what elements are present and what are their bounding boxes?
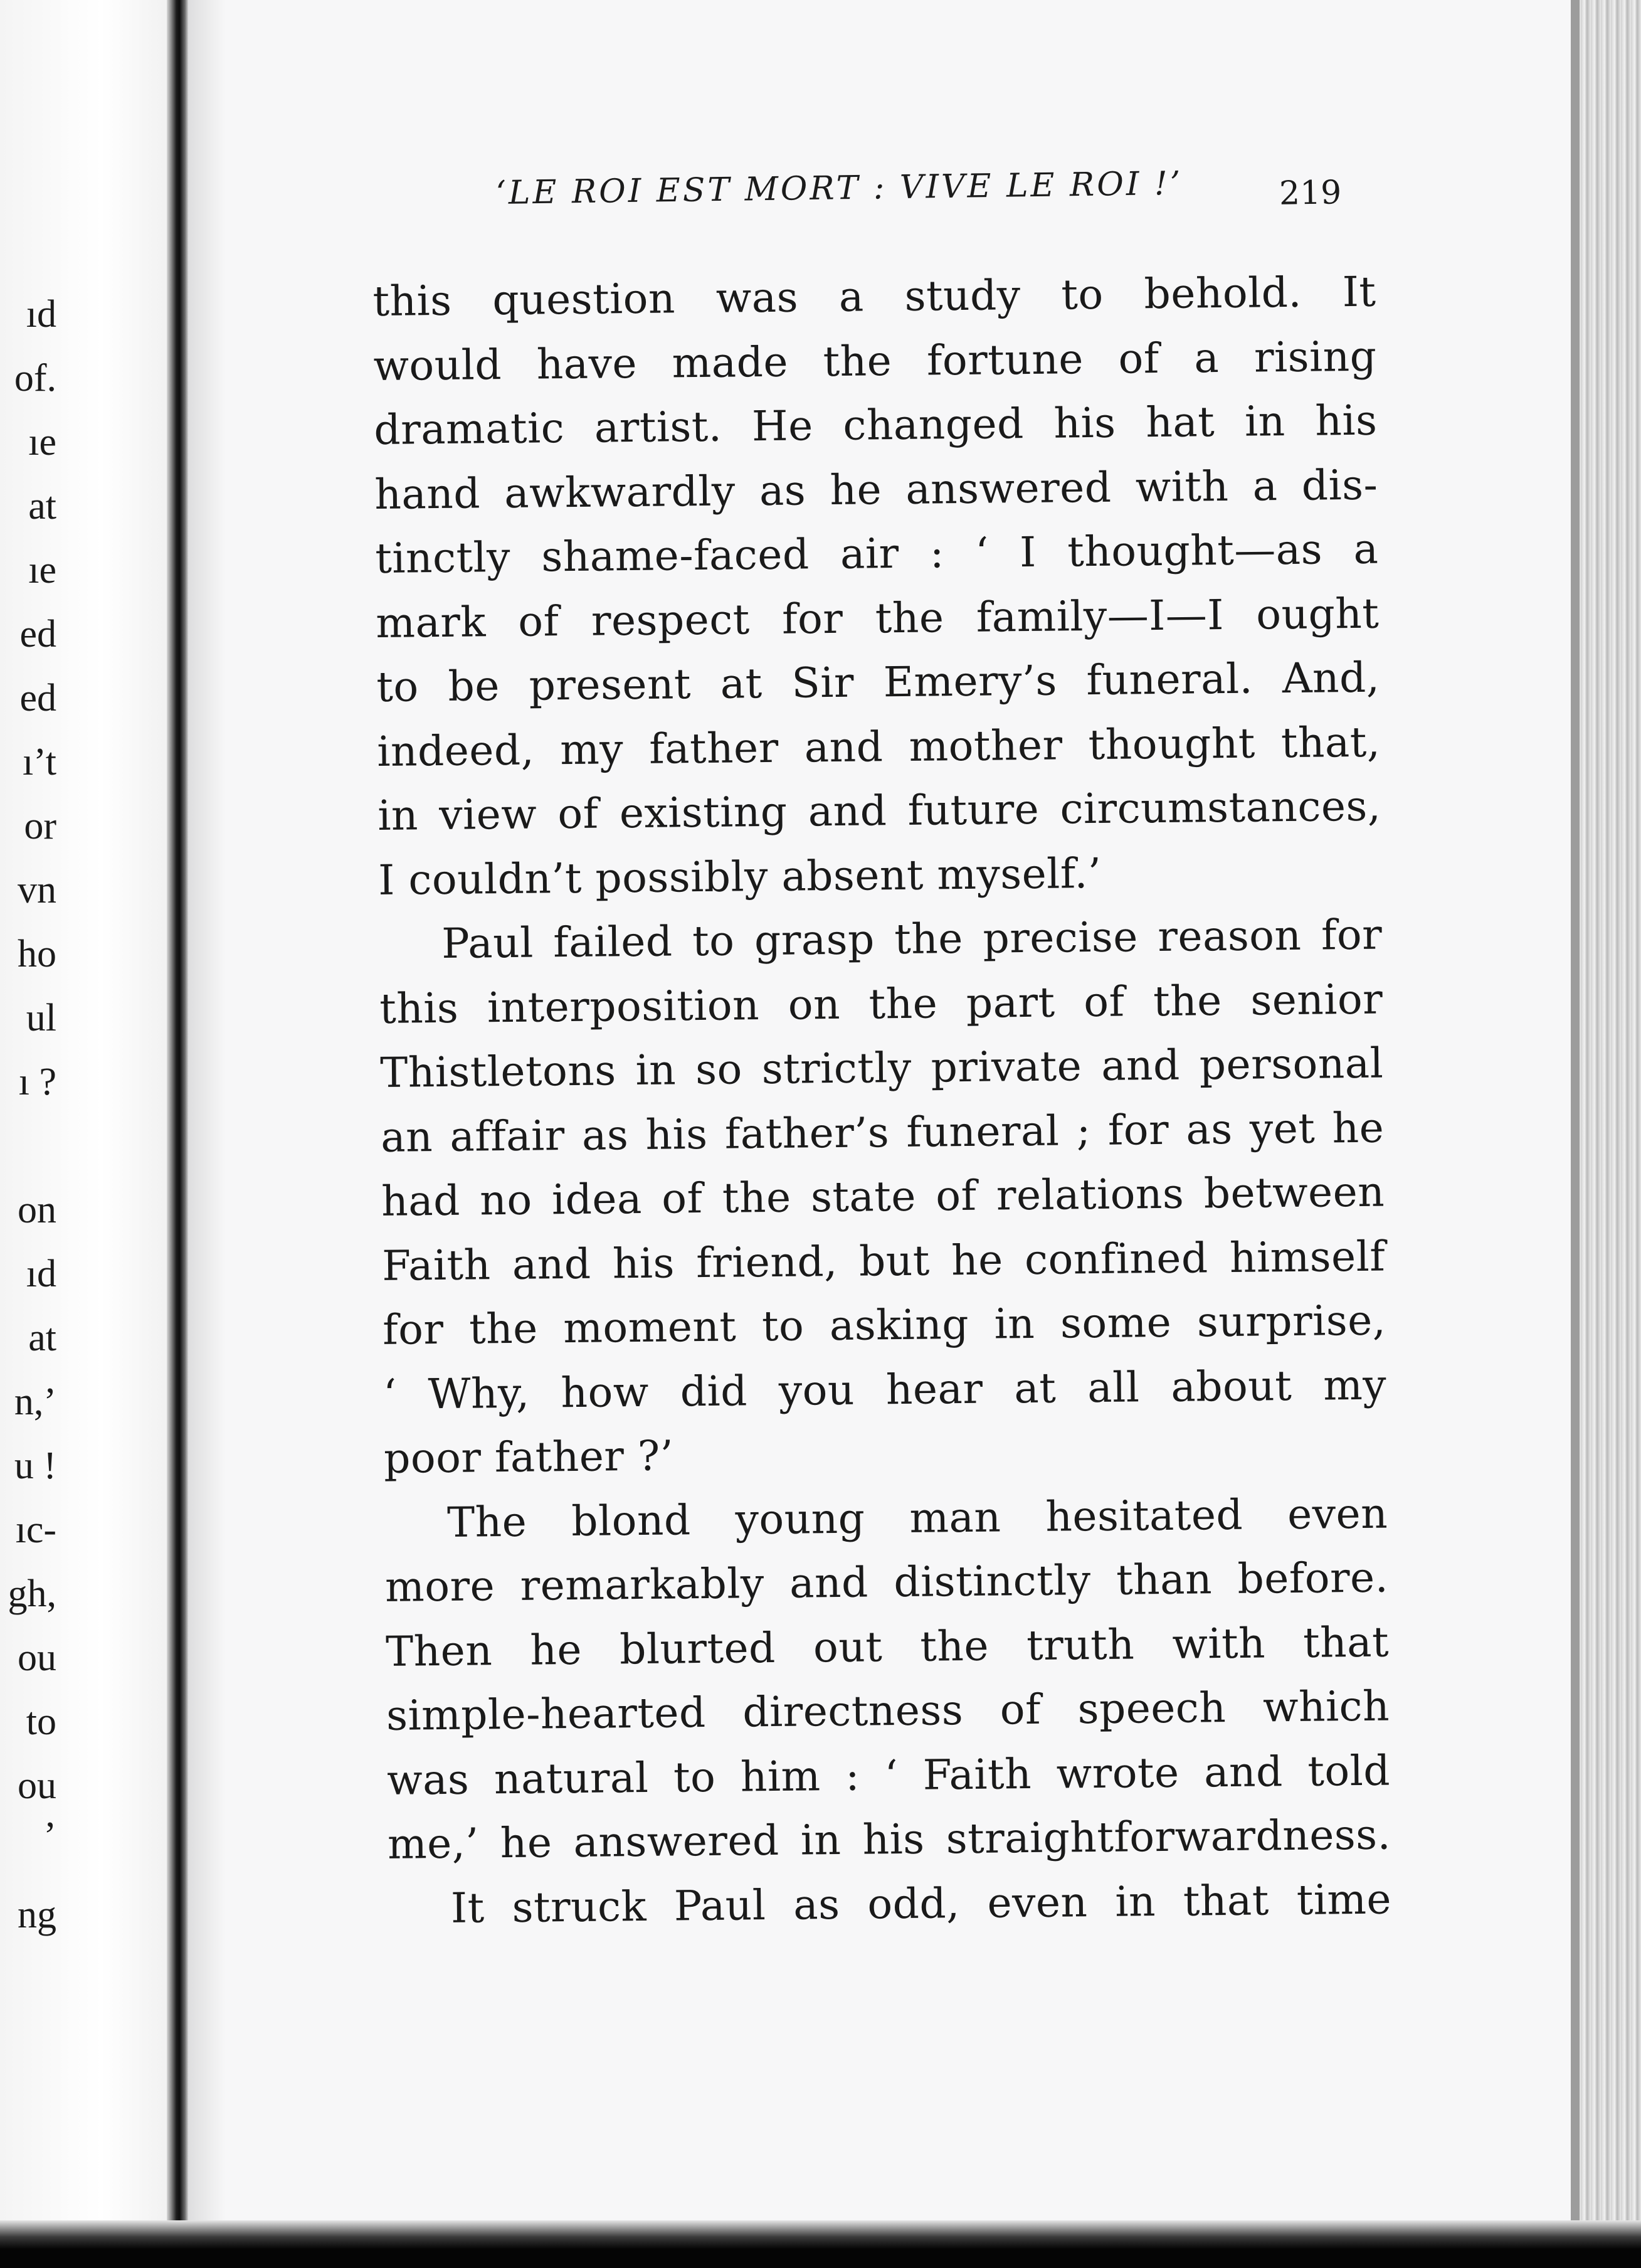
left-page-line-fragment: ıc- (15, 1508, 56, 1551)
text-line: this interposition on the part of the senior (379, 975, 1383, 1033)
text-line: I couldn’t possibly absent myself.’ (377, 849, 1102, 904)
text-line: for the moment to asking in some surprise, (382, 1296, 1386, 1354)
left-page-line-fragment: u ! (14, 1444, 56, 1487)
text-line: me,’ he answered in his straightforwardness. (387, 1810, 1391, 1868)
text-line: Faith and his friend, but he confined himself (381, 1232, 1386, 1290)
text-line: to be present at Sir Emery’s funeral. And, (376, 653, 1380, 711)
text-line: this question was a study to behold. It (372, 267, 1376, 326)
text-line: had no idea of the state of relations between (381, 1167, 1385, 1226)
left-page-line-fragment: ed (19, 677, 56, 719)
text-line: was natural to him : ‘ Faith wrote and told (386, 1746, 1391, 1804)
text-line: indeed, my father and mother thought that, (377, 718, 1381, 776)
left-page-line-fragment: ıd (26, 293, 56, 336)
text-line: tinctly shame-faced air : ‘ I thought—as a (375, 524, 1379, 583)
scan-bottom-border (0, 2220, 1641, 2268)
left-page-line-fragment: on (18, 1189, 56, 1231)
left-page-line-fragment: ıe (28, 549, 56, 591)
text-line: mark of respect for the family—I—I ought (376, 589, 1380, 647)
text-line: in view of existing and future circumstances, (377, 782, 1381, 840)
left-page-line-fragment: ng (18, 1894, 56, 1936)
gutter-shadow (188, 0, 226, 2233)
running-head: ‘LE ROI EST MORT : VIVE LE ROI !’ (495, 164, 1183, 212)
paragraph-first-line: Paul failed to grasp the precise reason for (441, 910, 1383, 968)
left-facing-page (0, 0, 169, 2268)
left-page-line-fragment: of. (14, 357, 56, 400)
left-page-line-fragment: ou (18, 1636, 56, 1679)
text-line: would have made the fortune of a rising (373, 332, 1377, 390)
left-page-line-fragment: at (28, 485, 56, 527)
left-page-line-fragment: ıe (28, 421, 56, 464)
text-line: ‘ Why, how did you hear at all about my (383, 1360, 1387, 1419)
paragraph-first-line: The blond young man hesitated even (446, 1489, 1388, 1547)
page-number: 219 (1279, 174, 1342, 213)
left-page-line-fragment: or (24, 805, 56, 847)
text-line: Thistletons in so strictly private and personal (379, 1039, 1384, 1097)
left-page-line-fragment: ul (26, 997, 56, 1039)
left-page-line-fragment: ı’t (23, 741, 56, 783)
text-line: more remarkably and distinctly than before. (384, 1553, 1389, 1611)
left-page-line-fragment: ho (18, 933, 56, 975)
page-fore-edge-shadow (1571, 0, 1580, 2233)
left-page-line-fragment: n,’ (14, 1380, 56, 1423)
text-line: poor father ?’ (383, 1431, 674, 1483)
left-page-line-fragment: vn (18, 869, 56, 911)
left-page-line-fragment: to (26, 1700, 56, 1743)
text-line: dramatic artist. He changed his hat in his (374, 396, 1378, 454)
text-line: Then he blurted out the truth with that (385, 1618, 1390, 1676)
left-page-line-fragment: ed (19, 613, 56, 655)
left-page-line-fragment: ou (18, 1764, 56, 1807)
paragraph-first-line: It struck Paul as odd, even in that time (450, 1875, 1392, 1932)
left-page-line-fragment: ı ? (18, 1061, 56, 1103)
page-fore-edge (1571, 0, 1641, 2233)
left-page-line-fragment: at (28, 1317, 56, 1359)
text-line: simple-hearted directness of speech which (386, 1682, 1390, 1740)
text-line: hand awkwardly as he answered with a dis- (374, 460, 1378, 519)
left-page-line-fragment: gh, (8, 1572, 56, 1615)
text-line: an affair as his father’s funeral ; for as yet he (380, 1103, 1385, 1162)
book-gutter (167, 0, 188, 2233)
left-page-line-fragment: ıd (26, 1253, 56, 1295)
left-page-line-fragment: ’ (43, 1815, 56, 1857)
body-text (372, 260, 1392, 1941)
